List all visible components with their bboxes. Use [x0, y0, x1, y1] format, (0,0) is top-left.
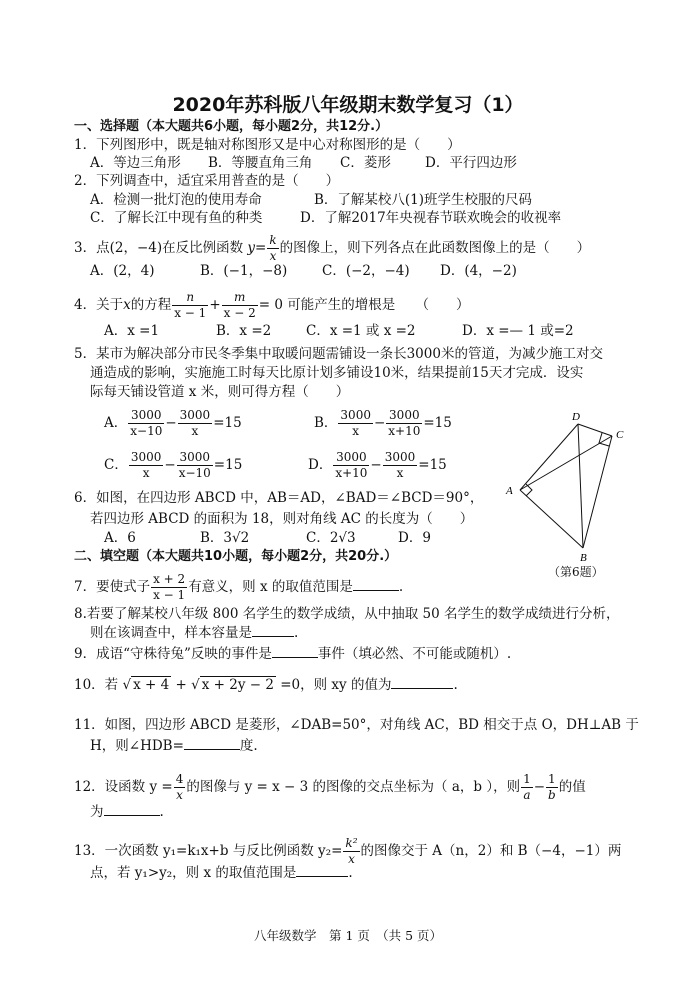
vertex-label-c: C	[616, 429, 624, 441]
question-2-stem: 2．下列调查中，适宜采用普查的是（ ）	[74, 173, 340, 189]
question-5-line-3: 际每天铺设管道 x 米，则可得方程（ ）	[90, 384, 350, 400]
answer-blank	[184, 737, 240, 750]
q2-option-d: D．了解2017年央视春节联欢晚会的收视率	[300, 210, 562, 226]
q4-option-d: D．x =— 1 或=2	[462, 323, 574, 339]
edge-cb	[583, 436, 612, 548]
q4-option-b: B．x =2	[216, 323, 272, 339]
q3-option-d: D．(4，−2)	[440, 263, 517, 279]
q6-option-c: C．2√3	[306, 530, 356, 546]
q6-option-d: D．9	[398, 530, 431, 546]
q2-option-c: C．了解长江中现有鱼的种类	[90, 210, 263, 226]
question-6-line-2: 若四边形 ABCD 的面积为 18，则对角线 AC 的长度为（ ）	[90, 511, 474, 527]
question-9: 9．成语“守株待兔”反映的事件是 事件（填必然、不可能或随机）.	[74, 646, 512, 662]
figure-caption: （第6题）	[548, 565, 604, 579]
edge-ad	[520, 424, 578, 490]
vertex-label-d: D	[572, 411, 580, 423]
question-11-line-2: H，则∠HDB= 度.	[90, 738, 258, 754]
q3-option-a: A．(2，4)	[90, 263, 155, 279]
question-8-line-1: 8.若要了解某校八年级 800 名学生的数学成绩，从中抽取 50 名学生的数学成绩进行分析，	[74, 606, 620, 622]
sqrt-symbol: √	[122, 677, 132, 693]
question-12-line-2: 为 .	[90, 804, 164, 820]
page-title: 2020年苏科版八年级期末数学复习（1）	[172, 94, 524, 116]
section-heading-fill: 二、填空题（本大题共10小题，每小题2分，共20分.）	[74, 549, 398, 564]
question-11-line-1: 11．如图，四边形 ABCD 是菱形，∠DAB=50°，对角线 AC，BD 相交于点 O，DH⊥AB 于	[74, 717, 639, 733]
question-13-line-2: 点，若 y₁>y₂，则 x 的取值范围是 .	[90, 865, 353, 881]
question-3-stem: 3．点(2，−4)在反比例函数 y= $\frac{k}{x}$ 的图像上，则下列各点在此函数图像上的是（ ）	[74, 233, 591, 263]
question-5-line-2: 通造成的影响，实施施工时每天比原计划多铺设10米，结果提前15天才完成．设实	[90, 365, 584, 381]
answer-blank	[296, 864, 348, 877]
q4-option-c: C．x =1 或 x =2	[306, 323, 416, 339]
q3-option-c: C．(−2，−4)	[322, 263, 410, 279]
vertex-label-a: A	[506, 485, 513, 497]
q3-option-b: B．(−1，−8)	[200, 263, 288, 279]
q5-option-b: B． $\frac{3000}{x}$ − $\frac{3000}{x+10}$ =15	[314, 408, 452, 438]
answer-blank	[104, 803, 160, 816]
vertex-label-b: B	[580, 552, 587, 564]
q6-option-a: A．6	[104, 530, 136, 546]
fraction-m-over-x-minus-2: $\frac{m}{x - 2}$	[223, 290, 256, 320]
q4-option-a: A．x =1	[104, 323, 160, 339]
q1-option-d: D．平行四边形	[425, 155, 517, 171]
fraction-n-over-x-minus-1: $\frac{n}{x - 1}$	[174, 290, 207, 320]
q2-option-a: A．检测一批灯泡的使用寿命	[90, 192, 262, 208]
question-10: 10．若 √ x + 4 + √ x + 2y − 2 =0，则 xy 的值为 .	[74, 677, 458, 693]
question-1-stem: 1．下列图形中，既是轴对称图形又是中心对称图形的是（ ）	[74, 137, 461, 153]
diagonal-ac	[520, 436, 612, 490]
q5-option-d: D． $\frac{3000}{x+10}$ − $\frac{3000}{x}$ =15	[308, 450, 447, 480]
q6-option-b: B．3√2	[200, 530, 250, 546]
edge-dc	[578, 424, 612, 436]
answer-blank	[252, 624, 294, 637]
question-4-stem: 4．关于x的方程 $\frac{n}{x - 1}$ + $\frac{m}{x - 2}$ = 0 可能产生的增根是 （ ）	[74, 290, 470, 320]
question-12-line-1: 12．设函数 y = $\frac{4}{x}$ 的图像与 y = x − 3 的图像的交点坐标为（ a，b ），则 $\frac{1}{a}$ − $\frac{1}{b}$ 的值	[74, 772, 586, 802]
answer-blank	[353, 578, 399, 591]
diagonal-bd	[578, 424, 583, 548]
answer-blank	[272, 645, 318, 658]
q1-option-b: B．等腰直角三角	[208, 155, 313, 171]
right-angle-mark-c	[599, 433, 609, 446]
question-6-line-1: 6．如图，在四边形 ABCD 中，AB＝AD，∠BAD＝∠BCD＝90°，	[74, 490, 484, 506]
q2-option-b: B．了解某校八(1)班学生校服的尺码	[314, 192, 533, 208]
question-5-line-1: 5．某市为解决部分市民冬季集中取暖问题需铺设一条长3000米的管道，为减少施工对交	[74, 346, 603, 362]
q5-option-a: A． $\frac{3000}{x-10}$ − $\frac{3000}{x}$ =15	[104, 408, 242, 438]
page-footer: 八年级数学 第 1 页 （共 5 页）	[253, 928, 443, 943]
q1-option-a: A．等边三角形	[90, 155, 181, 171]
question-8-line-2: 则在该调查中，样本容量是 .	[90, 625, 299, 641]
edge-ba	[520, 490, 583, 548]
answer-blank	[391, 676, 453, 689]
section-heading-choice: 一、选择题（本大题共6小题，每小题2分，共12分.）	[74, 119, 389, 134]
question-7: 7．要使式子 $\frac{x + 2}{x - 1}$ 有意义，则 x 的取值范围是 .	[74, 572, 404, 602]
sqrt-symbol: √	[191, 677, 200, 693]
question-13-line-1: 13．一次函数 y₁=k₁x+b 与反比例函数 y₂= $\frac{\text{k²}}{x}$ 的图像交于 A（n，2）和 B（−4，−1）两	[74, 836, 622, 866]
fraction-k-over-x: $\frac{k}{x}$	[269, 233, 277, 263]
quadrilateral-figure	[496, 408, 646, 578]
q5-option-c: C． $\frac{3000}{x}$ − $\frac{3000}{x-10}$ =15	[104, 450, 243, 480]
q1-option-c: C．菱形	[340, 155, 391, 171]
